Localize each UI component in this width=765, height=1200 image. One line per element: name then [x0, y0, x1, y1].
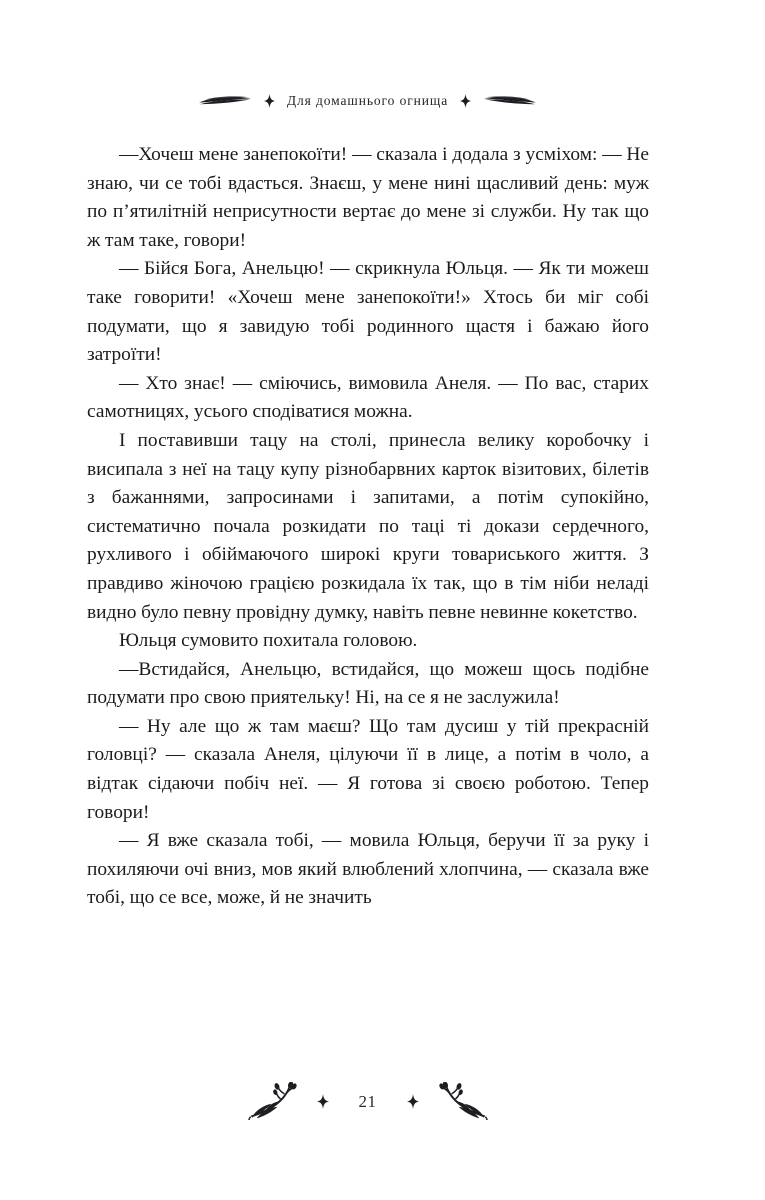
paragraph: —Встидайся, Анельцю, встидайся, що можеш щось подібне подумати про свою приятельку! Ні, на се я не заслужила! — [87, 658, 649, 709]
running-head — [87, 88, 648, 114]
leaf-lens-ornament-right — [483, 94, 537, 108]
diamond-star-icon-footer-left — [317, 1094, 329, 1109]
botanical-sprig-ornament-left — [247, 1082, 301, 1120]
paragraph: — Я вже сказала тобі, — мовила Юльця, беручи її за руку і похиляючи очі вниз, мов який влюблений хлопчина, — сказала вже тобі, що се все, може, й не значить — [87, 830, 649, 909]
paragraph: Юльця сумовито похитала головою. — [119, 630, 418, 652]
paragraph: — Бійся Бога, Анельцю! — скрикнула Юльця. — Як ти можеш таке говорити! «Хочеш мене занепокоїти!» Хтось би міг собі подумати, що я завидую тобі родинного щастя і бажаю його затроїти! — [87, 258, 649, 366]
body-text-column — [87, 141, 649, 913]
page-number: 21 — [358, 1091, 377, 1111]
paragraph: — Ну але що ж там маєш? Що там дусиш у тій прекрасній головці? — сказала Анеля, цілуючи її в лице, а потім в чоло, а відтак сідаючи побіч неї. — Я готова зі своєю роботою. Тепер говори! — [87, 715, 649, 823]
diamond-star-icon-right — [460, 94, 471, 108]
diamond-star-icon-left — [264, 94, 275, 108]
paragraph: —Хочеш мене занепокоїти! — сказала і додала з усміхом: — Не знаю, чи се тобі вдасться. Знаєш, у мене нині щасливий день: муж по п’ятилітній неприсутности вертає до мене зі служби. Ну так що ж там таке, говори! — [87, 144, 649, 251]
diamond-star-icon-footer-right — [407, 1094, 419, 1109]
leaf-lens-ornament-left — [198, 94, 252, 108]
paragraph: — Хто знає! — сміючись, вимовила Анеля. — По вас, старих самотницях, усього сподіватися можна. — [87, 372, 649, 423]
page-footer — [87, 1080, 648, 1122]
running-head-title: Для домашнього огнища — [286, 93, 449, 109]
botanical-sprig-ornament-right — [435, 1082, 489, 1120]
paragraph: І поставивши тацу на столі, принесла велику коробочку і висипала з неї на тацу купу різнобарвних карток візитових, білетів з бажаннями, запросинами і запитами, а потім супокійно, систематично почала розкидати по таці ті докази сердечного, рухливого і обіймаючого широкі круги товариського життя. З правдиво жіночою грацією розкидала їх так, що в тім ніби неладі видно було певну провідну думку, навіть певне невинне кокетство. — [87, 429, 649, 623]
